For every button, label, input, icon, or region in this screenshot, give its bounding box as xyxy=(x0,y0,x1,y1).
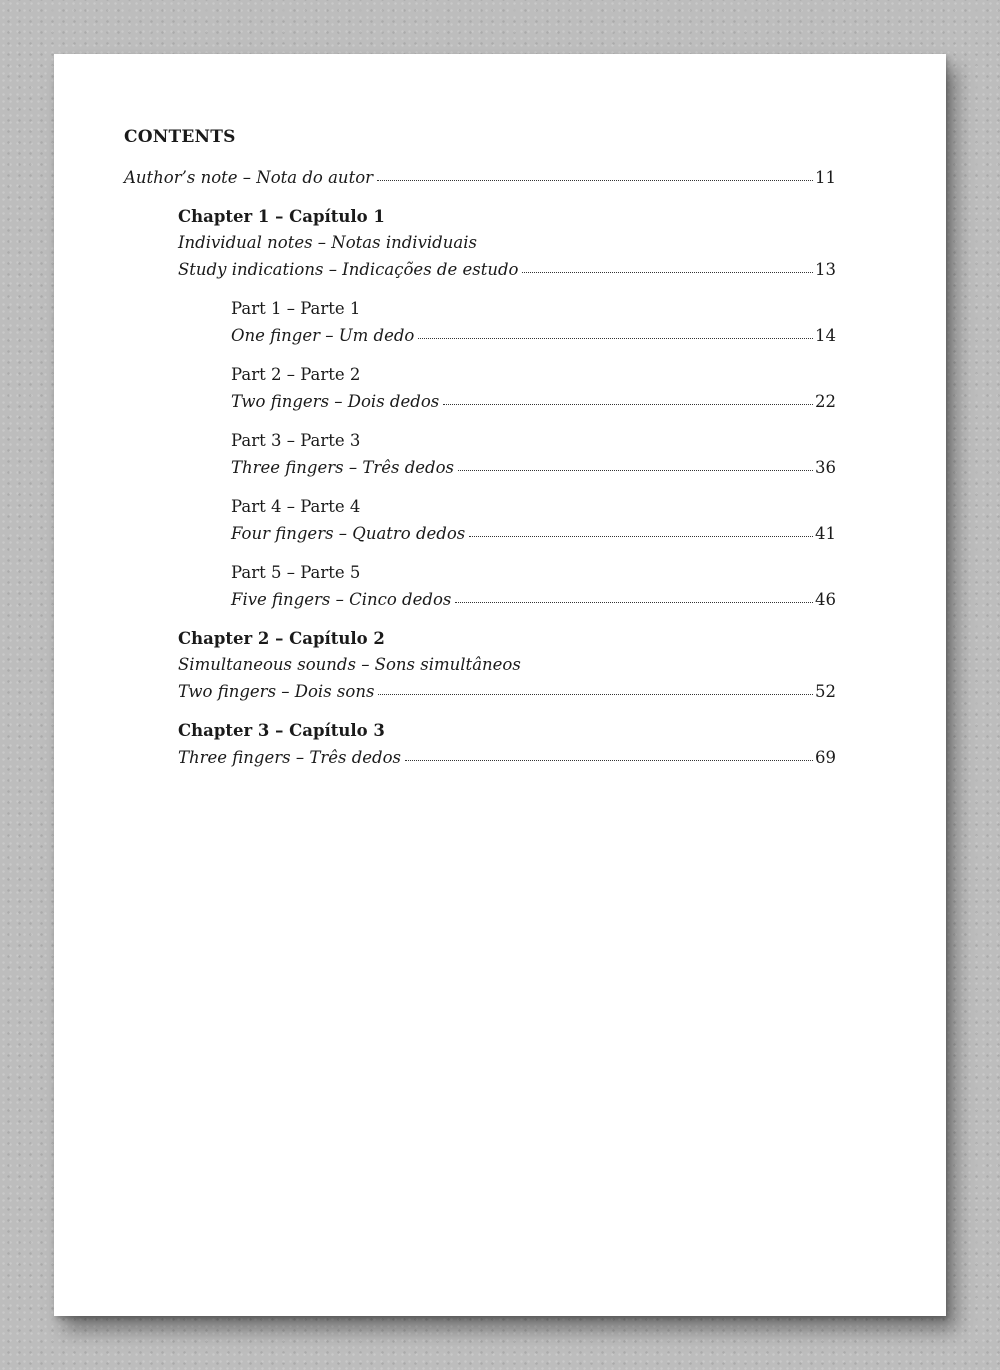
toc-entry-label: Study indications – Indicações de estudo xyxy=(178,260,519,279)
dot-leader xyxy=(455,584,813,603)
toc-entry-label: Three fingers – Três dedos xyxy=(178,748,402,767)
toc-entry-three-fingers-tres-dedos[interactable] xyxy=(178,744,836,770)
toc-page-number: 69 xyxy=(815,748,836,767)
toc-entry-two-fingers-dois-sons[interactable] xyxy=(178,678,836,704)
dot-leader xyxy=(405,742,813,761)
dot-leader xyxy=(458,452,813,471)
dot-leader xyxy=(418,320,813,339)
part-3-heading: Part 3 – Parte 3 xyxy=(231,431,361,450)
toc-page-number: 36 xyxy=(815,458,836,477)
toc-entry-label: Five fingers – Cinco dedos xyxy=(231,590,452,609)
part-2-heading: Part 2 – Parte 2 xyxy=(231,365,361,384)
dot-leader xyxy=(378,676,813,695)
toc-page-number: 22 xyxy=(815,392,836,411)
toc-entry-label: Four fingers – Quatro dedos xyxy=(231,524,466,543)
toc-entry-label: One finger – Um dedo xyxy=(231,326,415,345)
dot-leader xyxy=(377,162,813,181)
chapter-2-subtitle: Simultaneous sounds – Sons simultâneos xyxy=(178,655,521,674)
dot-leader xyxy=(469,518,813,537)
toc-page-number: 13 xyxy=(815,260,836,279)
dot-leader xyxy=(522,254,813,273)
toc-entry-part-2[interactable] xyxy=(231,388,836,414)
toc-entry-authors-note[interactable] xyxy=(124,164,836,190)
part-1-heading: Part 1 – Parte 1 xyxy=(231,299,361,318)
contents-title: CONTENTS xyxy=(124,127,236,147)
toc-entry-label: Two fingers – Dois sons xyxy=(178,682,375,701)
toc-page-number: 11 xyxy=(815,168,836,187)
toc-entry-part-4[interactable] xyxy=(231,520,836,546)
toc-page-number: 14 xyxy=(815,326,836,345)
table-of-contents xyxy=(124,124,836,770)
toc-entry-label: Author’s note – Nota do autor xyxy=(124,168,374,187)
toc-entry-label: Three fingers – Três dedos xyxy=(231,458,455,477)
dot-leader xyxy=(443,386,813,405)
toc-entry-part-3[interactable] xyxy=(231,454,836,480)
toc-entry-label: Two fingers – Dois dedos xyxy=(231,392,440,411)
toc-entry-study-indications[interactable] xyxy=(178,256,836,282)
chapter-1-heading: Chapter 1 – Capítulo 1 xyxy=(178,207,385,226)
chapter-1-subtitle: Individual notes – Notas individuais xyxy=(178,233,477,252)
toc-entry-part-1[interactable] xyxy=(231,322,836,348)
chapter-3-heading: Chapter 3 – Capítulo 3 xyxy=(178,721,385,740)
chapter-2-heading: Chapter 2 – Capítulo 2 xyxy=(178,629,385,648)
toc-page-number: 52 xyxy=(815,682,836,701)
toc-page-number: 46 xyxy=(815,590,836,609)
document-page xyxy=(54,54,946,1316)
part-5-heading: Part 5 – Parte 5 xyxy=(231,563,361,582)
toc-entry-part-5[interactable] xyxy=(231,586,836,612)
toc-page-number: 41 xyxy=(815,524,836,543)
part-4-heading: Part 4 – Parte 4 xyxy=(231,497,361,516)
